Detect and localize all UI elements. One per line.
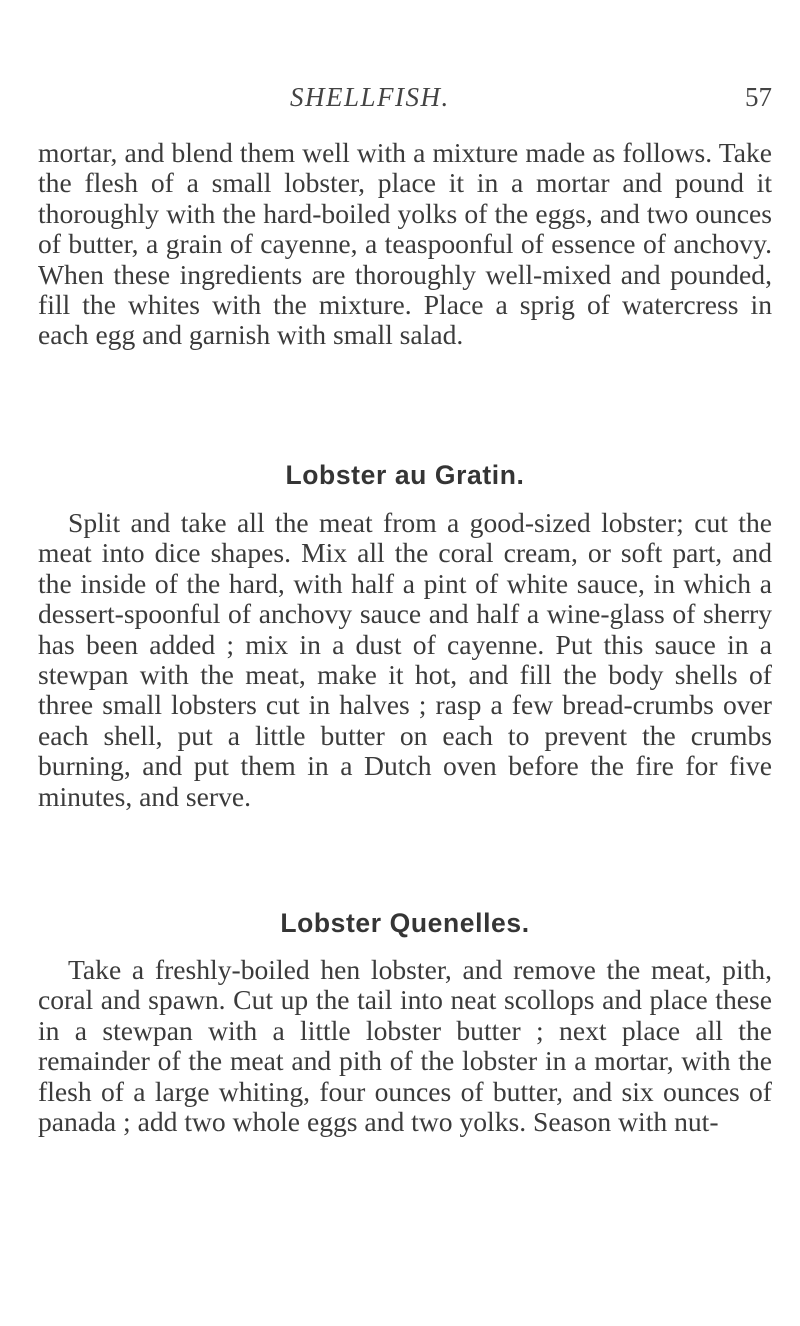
book-page bbox=[38, 0, 772, 1326]
paragraph-continued: mortar, and blend them well with a mixture made as follows. Take the flesh of a small lobster, place it in a mortar and pound it thoroughly with the hard-boiled yolks of the eggs, and two ounces of butter, a grain of cayenne, a teaspoonful of essence of anchovy. When these ingredients are thoroughly well-mixed and pounded, fill the whites with the mixture. Place a sprig of watercress in each egg and garnish with small salad. bbox=[38, 137, 772, 351]
running-header bbox=[38, 82, 772, 122]
running-title: SHELLFISH. bbox=[290, 82, 450, 112]
recipe-heading-lobster-au-gratin: Lobster au Gratin. bbox=[285, 460, 525, 490]
recipe-paragraph-lobster-quenelles: Take a freshly-boiled hen lobster, and remove the meat, pith, coral and spawn. Cut up the tail into neat scollops and place these in a stewpan with a little lobster butter ; next place all the remainder of the meat and pith of the lobster in a mortar, with the flesh of a large whiting, four ounces of butter, and six ounces of panada ; add two whole eggs and two yolks. Season with nut- bbox=[38, 954, 772, 1138]
recipe-paragraph-lobster-au-gratin: Split and take all the meat from a good-sized lobster; cut the meat into dice shapes. Mix all the coral cream, or soft part, and the inside of the hard, with half a pint of white sauce, in which a dessert-spoonful of anchovy sauce and half a wine-glass of sherry has been added ; mix in a dust of cayenne. Put this sauce in a stewpan with the meat, make it hot, and fill the body shells of three small lobsters cut in halves ; rasp a few bread-crumbs over each shell, put a little butter on each to prevent the crumbs burning, and put them in a Dutch oven before the fire for five minutes, and serve. bbox=[38, 507, 772, 812]
recipe-heading-lobster-quenelles: Lobster Quenelles. bbox=[280, 908, 530, 938]
page-number: 57 bbox=[745, 82, 772, 112]
